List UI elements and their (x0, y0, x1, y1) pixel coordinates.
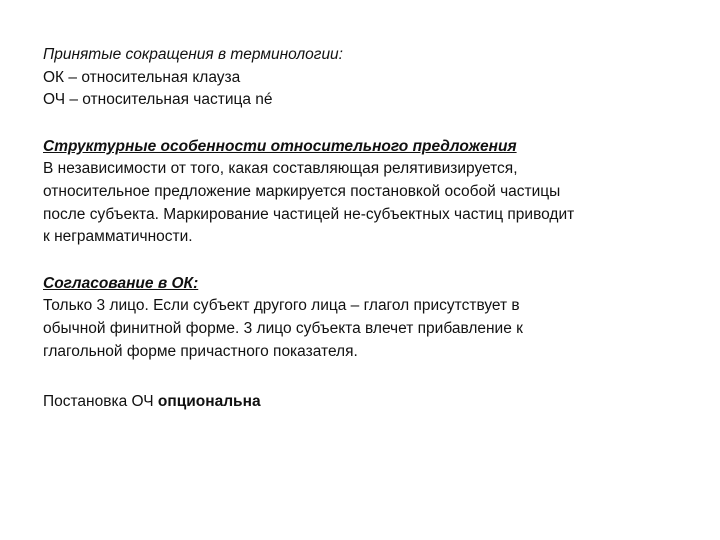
terminology-item-och: ОЧ – относительная частица né (43, 91, 273, 109)
terminology-section (43, 44, 683, 112)
agreement-line: глагольной форме причастного показателя. (43, 342, 358, 360)
structure-line: В независимости от того, какая составляющая релятивизируется, (43, 160, 518, 178)
structure-section (43, 136, 683, 249)
placement-statement (43, 391, 683, 414)
structure-line: относительное предложение маркируется постановкой особой частицы (43, 182, 561, 200)
structure-heading: Структурные особенности относительного предложения (43, 137, 517, 155)
structure-line: после субъекта. Маркирование частицей не-субъектных частиц приводит (43, 205, 575, 223)
agreement-line: Только 3 лицо. Если субъект другого лица – глагол присутствует в (43, 297, 520, 315)
agreement-section (43, 273, 683, 363)
structure-line: к неграмматичности. (43, 228, 193, 246)
agreement-heading: Согласование в ОК: (43, 274, 199, 292)
placement-section (43, 391, 683, 414)
placement-prefix: Постановка ОЧ (43, 393, 158, 411)
placement-emphasis: опциональна (157, 393, 261, 411)
agreement-line: обычной финитной форме. 3 лицо субъекта влечет прибавление к (43, 319, 523, 337)
terminology-heading: Принятые сокращения в терминологии: (43, 46, 343, 63)
slide-content (43, 44, 683, 414)
terminology-item-ok: ОК – относительная клауза (43, 68, 241, 86)
